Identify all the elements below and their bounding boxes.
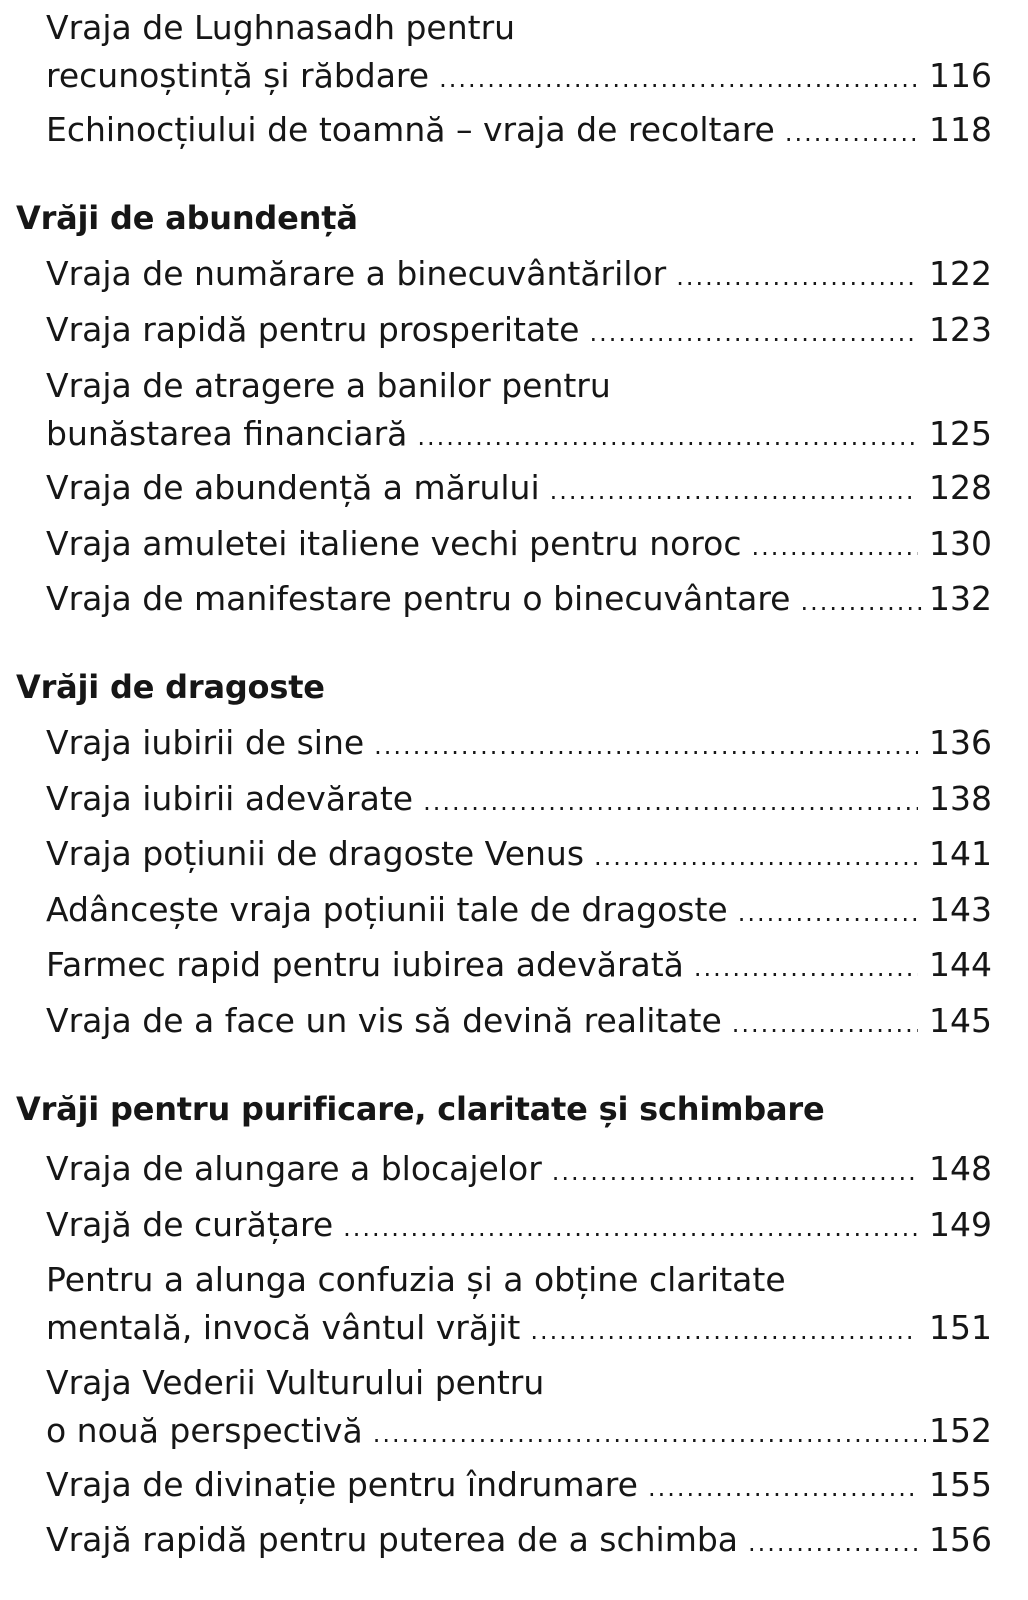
dot-leader <box>676 249 918 305</box>
page-number: 152 <box>929 1411 992 1450</box>
page-number: 130 <box>929 524 992 563</box>
page-number: 149 <box>929 1205 992 1244</box>
toc-entry[interactable] <box>46 715 992 771</box>
toc-entry[interactable] <box>46 516 992 572</box>
toc-entry-text: bunăstarea financiară <box>46 414 408 453</box>
toc-entry-text: Vrajă rapidă pentru puterea de a schimba <box>46 1520 739 1559</box>
page-number: 123 <box>929 310 992 349</box>
toc-entry[interactable] <box>46 1512 992 1568</box>
toc-entry[interactable] <box>46 1359 992 1455</box>
page-number: 143 <box>929 890 992 929</box>
dot-leader <box>423 774 918 830</box>
toc-entry[interactable] <box>46 4 992 100</box>
toc-entry[interactable] <box>46 882 992 938</box>
toc-entry[interactable] <box>46 246 992 302</box>
toc-entry-text: Vrajă de curățare <box>46 1205 334 1244</box>
dot-leader <box>550 463 918 519</box>
toc-entry-text: Farmec rapid pentru iubirea adevărată <box>46 945 684 984</box>
dot-leader <box>530 1307 918 1355</box>
toc-entry-text: Vraja poțiunii de dragoste Venus <box>46 834 585 873</box>
toc-entry-text: Vraja de alungare a blocajelor <box>46 1149 542 1188</box>
page-number: 118 <box>929 110 992 149</box>
toc-entry[interactable] <box>46 1141 992 1197</box>
page-number: 156 <box>929 1520 992 1559</box>
toc-entry-text: o nouă perspectivă <box>46 1411 363 1450</box>
toc-entry-text: Adâncește vraja poțiunii tale de dragoste <box>46 890 728 929</box>
toc-entry-text: Vraja de manifestare pentru o binecuvântare <box>46 579 791 618</box>
dot-leader <box>738 885 918 941</box>
toc-entry[interactable] <box>46 1256 992 1352</box>
toc-entry[interactable] <box>46 826 992 882</box>
toc-entry[interactable] <box>46 460 992 516</box>
toc-entry[interactable] <box>46 362 992 458</box>
section-heading: Vrăji pentru purificare, claritate și schimbare <box>16 1090 825 1128</box>
page-number: 116 <box>929 56 992 95</box>
page-number: 155 <box>929 1465 992 1504</box>
toc-entry-text: Vraja iubirii adevărate <box>46 779 414 818</box>
page-number: 151 <box>929 1308 992 1347</box>
toc-entry-text-line1: Vraja de Lughnasadh pentru <box>46 8 516 47</box>
page-number: 138 <box>929 779 992 818</box>
page-number: 145 <box>929 1001 992 1040</box>
dot-leader <box>417 413 918 461</box>
toc-entry-text: Vraja iubirii de sine <box>46 723 365 762</box>
dot-leader <box>732 996 918 1052</box>
page-number: 128 <box>929 468 992 507</box>
toc-entry-text: recunoștință și răbdare <box>46 56 430 95</box>
dot-leader <box>800 574 926 630</box>
section-heading: Vrăji de dragoste <box>16 668 325 706</box>
page-number: 136 <box>929 723 992 762</box>
dot-leader <box>648 1460 918 1516</box>
toc-entry-text-line1: Pentru a alunga confuzia și a obține claritate <box>46 1260 786 1299</box>
toc-entry-text: Vraja de a face un vis să devină realitate <box>46 1001 722 1040</box>
dot-leader <box>748 1515 918 1571</box>
toc-entry-text: Vraja de divinație pentru îndrumare <box>46 1465 638 1504</box>
toc-entry-text: Vraja amuletei italiene vechi pentru noroc <box>46 524 742 563</box>
page-number: 141 <box>929 834 992 873</box>
toc-entry[interactable] <box>46 993 992 1049</box>
toc-entry-text: Vraja rapidă pentru prosperitate <box>46 310 580 349</box>
page-number: 122 <box>929 254 992 293</box>
toc-entry-text: Vraja de numărare a binecuvântărilor <box>46 254 667 293</box>
toc-entry-text: Echinocțiului de toamnă – vraja de recoltare <box>46 110 775 149</box>
toc-entry-text-line1: Vraja de atragere a banilor pentru <box>46 366 611 405</box>
toc-entry[interactable] <box>46 1457 992 1513</box>
dot-leader <box>589 305 918 361</box>
section-heading: Vrăji de abundență <box>16 199 358 237</box>
dot-leader <box>751 519 918 575</box>
dot-leader <box>694 940 918 996</box>
toc-entry-text: Vraja de abundență a mărului <box>46 468 540 507</box>
dot-leader <box>552 1144 918 1200</box>
toc-entry[interactable] <box>46 302 992 358</box>
dot-leader <box>785 105 918 161</box>
toc-entry-text-line1: Vraja Vederii Vulturului pentru <box>46 1363 545 1402</box>
page-number: 144 <box>929 945 992 984</box>
dot-leader <box>594 829 918 885</box>
toc-entry[interactable] <box>46 102 992 158</box>
toc-entry[interactable] <box>46 937 992 993</box>
dot-leader <box>373 1410 926 1458</box>
dot-leader <box>343 1200 918 1256</box>
toc-entry[interactable] <box>46 1197 992 1253</box>
dot-leader <box>439 55 918 103</box>
toc-entry[interactable] <box>46 771 992 827</box>
page-number: 132 <box>929 579 992 618</box>
toc-entry-text: mentală, invocă vântul vrăjit <box>46 1308 521 1347</box>
toc-entry[interactable] <box>46 571 992 627</box>
page-number: 148 <box>929 1149 992 1188</box>
dot-leader <box>374 718 918 774</box>
page-number: 125 <box>929 414 992 453</box>
